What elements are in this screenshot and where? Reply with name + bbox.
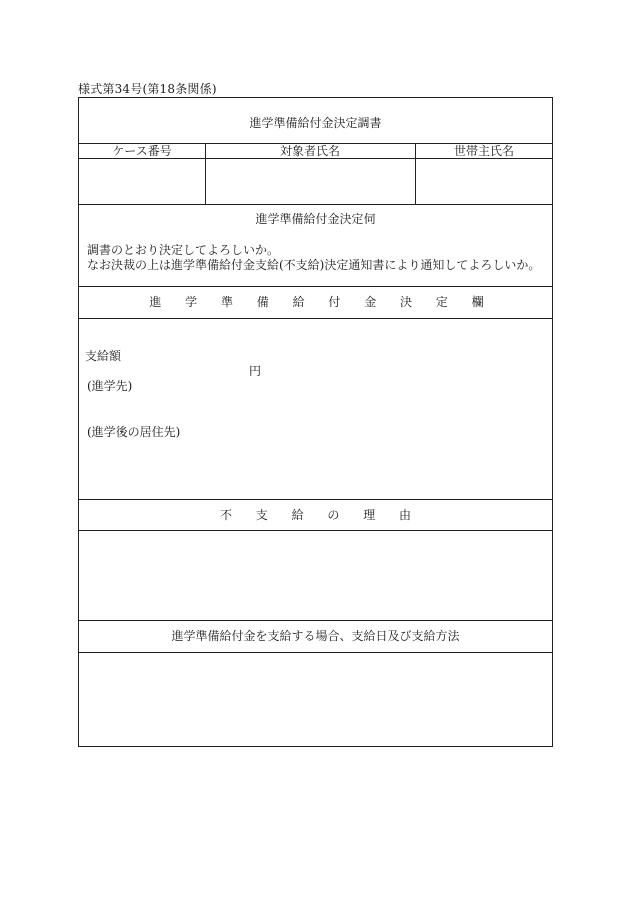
yen-unit: 円 — [249, 364, 262, 378]
payment-method-field[interactable] — [80, 653, 551, 745]
subject-name-header: 対象者氏名 — [279, 144, 340, 158]
decision-section-heading: 進 学 準 備 給 付 金 決 定 欄 — [149, 295, 494, 309]
case-number-field[interactable] — [80, 159, 204, 203]
inquiry-heading: 進学準備給付金決定伺 — [255, 212, 376, 226]
decision-record-form — [78, 97, 553, 747]
payment-method-heading: 進学準備給付金を支給する場合、支給日及び支給方法 — [171, 629, 460, 643]
school-label: (進学先) — [87, 379, 133, 393]
household-head-name-header: 世帯主氏名 — [453, 144, 514, 158]
subject-name-field[interactable] — [206, 159, 414, 203]
form-number-label: 様式第34号(第18条関係) — [78, 82, 217, 96]
payment-amount-label: 支給額 — [85, 349, 122, 363]
non-payment-reason-field[interactable] — [80, 531, 551, 620]
inquiry-line-2: なお決裁の上は進学準備給付金支給(不支給)決定通知書により通知してよろしいか。 — [87, 258, 541, 272]
household-head-name-field[interactable] — [416, 159, 552, 203]
divider — [79, 499, 552, 500]
document-title: 進学準備給付金決定調書 — [249, 116, 382, 130]
residence-label: (進学後の居住先) — [87, 425, 181, 439]
divider — [79, 286, 552, 287]
non-payment-heading: 不 支 給 の 理 由 — [219, 508, 422, 522]
case-number-header: ケース番号 — [112, 144, 172, 158]
divider — [79, 204, 552, 205]
inquiry-line-1: 調書のとおり決定してよろしいか。 — [87, 243, 280, 257]
divider — [79, 620, 552, 621]
divider — [79, 318, 552, 319]
